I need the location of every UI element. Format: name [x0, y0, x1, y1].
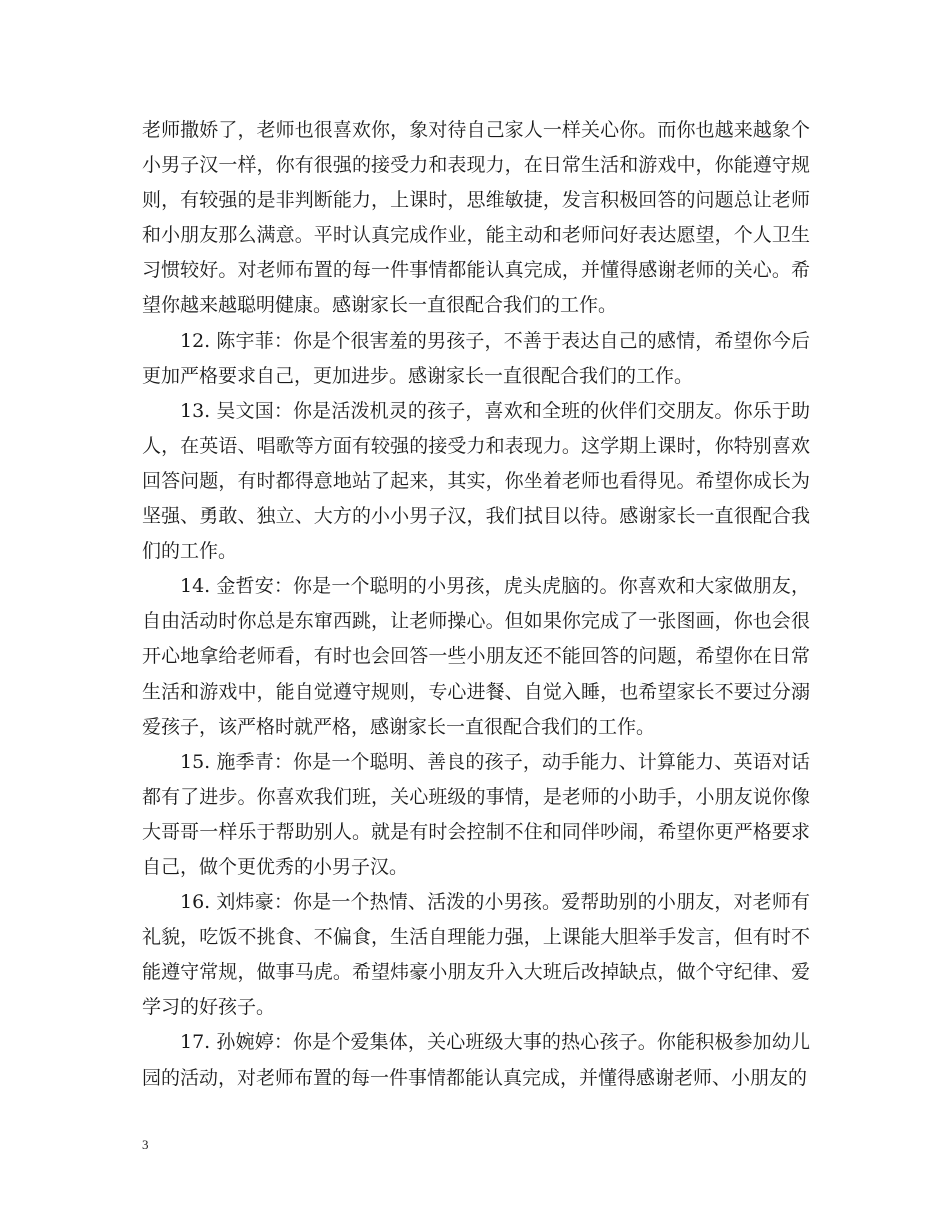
- paragraph-item-13: 13. 吴文国：你是活泼机灵的孩子，喜欢和全班的伙伴们交朋友。你乐于助人，在英语、唱歌等方面有较强的接受力和表现力。这学期上课时，你特别喜欢回答问题，有时都得意地站了起来，其实，你坐着老师也看得见。希望你成长为坚强、勇敢、独立、大方的小小男子汉，我们拭目以待。感谢家长一直很配合我们的工作。: [142, 399, 810, 563]
- paragraph-item-14: 14. 金哲安：你是一个聪明的小男孩，虎头虎脑的。你喜欢和大家做朋友，自由活动时你总是东窜西跳，让老师操心。但如果你完成了一张图画，你也会很开心地拿给老师看，有时也会回答一些小朋友还不能回答的问题，希望你在日常生活和游戏中，能自觉遵守规则，专心进餐、自觉入睡，也希望家长不要过分溺爱孩子，该严格时就严格，感谢家长一直很配合我们的工作。: [142, 575, 810, 738]
- paragraph-continuation: 老师撒娇了，老师也很喜欢你，象对待自己家人一样关心你。而你也越来越象个小男子汉一样，你有很强的接受力和表现力，在日常生活和游戏中，你能遵守规则，有较强的是非判断能力，上课时，思维敏捷，发言积极回答的问题总让老师和小朋友那么满意。平时认真完成作业，能主动和老师问好表达愿望，个人卫生习惯较好。对老师布置的每一件事情都能认真完成，并懂得感谢老师的关心。希望你越来越聪明健康。感谢家长一直很配合我们的工作。: [142, 119, 810, 317]
- paragraph-item-12: 12. 陈宇菲：你是个很害羞的男孩子，不善于表达自己的感情，希望你今后更加严格要求自己，更加进步。感谢家长一直很配合我们的工作。: [142, 329, 810, 387]
- paragraph-item-16: 16. 刘炜豪：你是一个热情、活泼的小男孩。爱帮助别的小朋友，对老师有礼貌，吃饭不挑食、不偏食，生活自理能力强，上课能大胆举手发言，但有时不能遵守常规，做事马虎。希望炜豪小朋友升入大班后改掉缺点，做个守纪律、爱学习的好孩子。: [142, 891, 810, 1019]
- document-body: [142, 113, 810, 1096]
- page-number: 3: [142, 1137, 149, 1152]
- paragraph-item-17: 17. 孙婉婷：你是个爱集体，关心班级大事的热心孩子。你能积极参加幼儿园的活动，对老师布置的每一件事情都能认真完成，并懂得感谢老师、小朋友的: [142, 1031, 810, 1089]
- paragraph-item-15: 15. 施季青：你是一个聪明、善良的孩子，动手能力、计算能力、英语对话都有了进步。你喜欢我们班，关心班级的事情，是老师的小助手，小朋友说你像大哥哥一样乐于帮助别人。就是有时会控制不住和同伴吵闹，希望你更严格要求自己，做个更优秀的小男子汉。: [142, 750, 810, 878]
